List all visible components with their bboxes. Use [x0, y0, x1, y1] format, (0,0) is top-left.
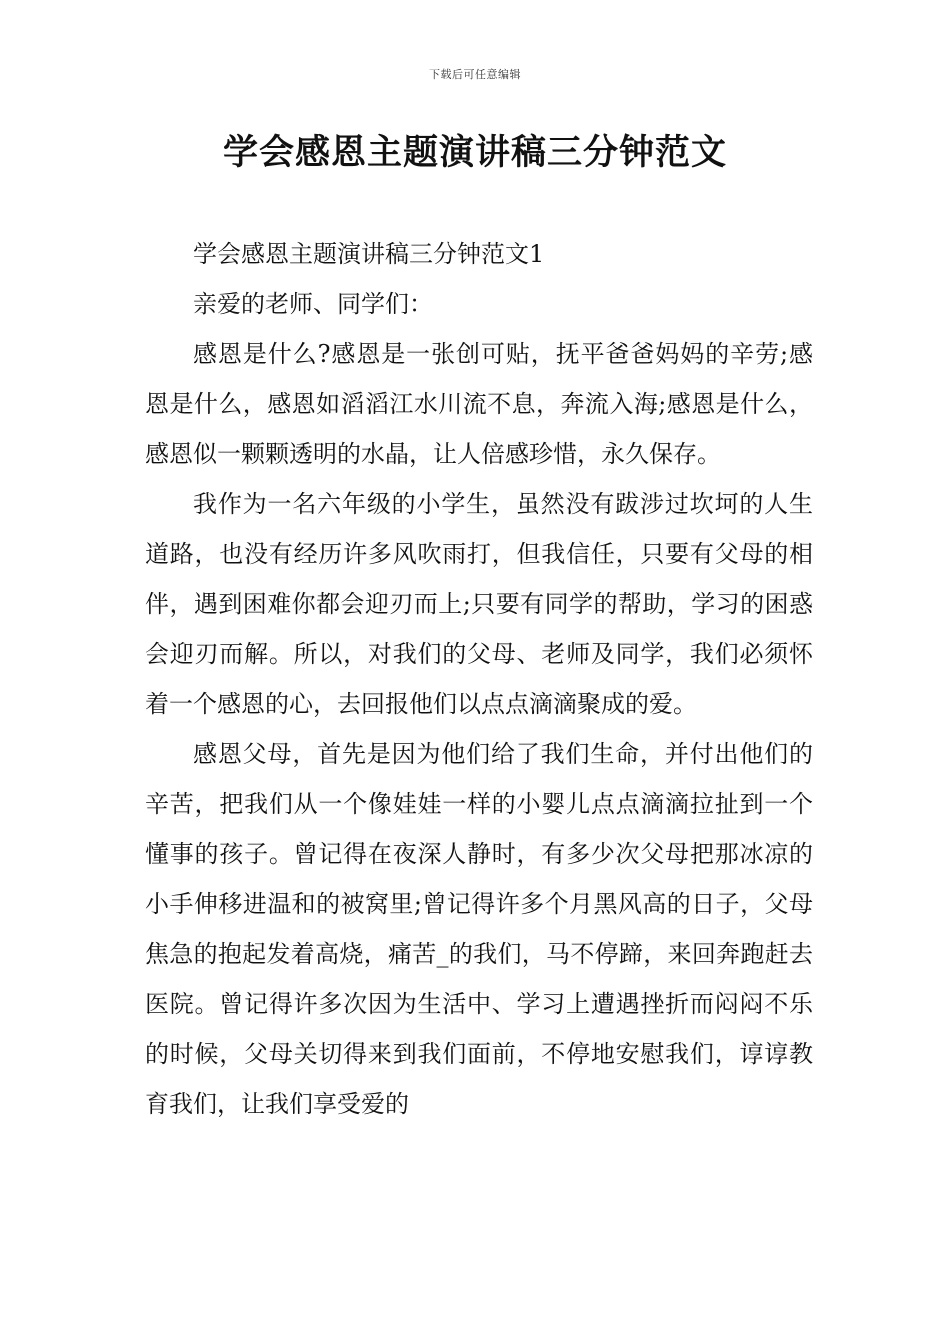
body-paragraph: 感恩父母，首先是因为他们给了我们生命，并付出他们的辛苦，把我们从一个像娃娃一样的小婴儿点点滴滴拉扯到一个懂事的孩子。曾记得在夜深人静时，有多少次父母把那冰凉的小手伸移进温和的被窝里;曾记得许多个月黑风高的日子，父母焦急的抱起发着高烧，痛苦_的我们，马不停蹄，来回奔跑赶去医院。曾记得许多次因为生活中、学习上遭遇挫折而闷闷不乐的时候，父母关切得来到我们面前，不停地安慰我们，谆谆教育我们，让我们享受爱的	[145, 740, 813, 1118]
salutation-paragraph: 亲爱的老师、同学们：	[193, 290, 433, 318]
document-title: 学会感恩主题演讲稿三分钟范文	[222, 133, 727, 173]
subtitle-paragraph: 学会感恩主题演讲稿三分钟范文1	[193, 240, 545, 268]
document-body	[145, 229, 813, 1129]
header-note: 下载后可任意编辑	[429, 68, 521, 81]
body-paragraph: 感恩是什么?感恩是一张创可贴，抚平爸爸妈妈的辛劳;感恩是什么，感恩如滔滔江水川流不息，奔流入海;感恩是什么，感恩似一颗颗透明的水晶，让人倍感珍惜，永久保存。	[145, 340, 813, 468]
body-paragraph: 我作为一名六年级的小学生，虽然没有跋涉过坎坷的人生道路，也没有经历许多风吹雨打，但我信任，只要有父母的相伴，遇到困难你都会迎刃而上;只要有同学的帮助，学习的困惑会迎刃而解。所以，对我们的父母、老师及同学，我们必须怀着一个感恩的心，去回报他们以点点滴滴聚成的爱。	[145, 490, 813, 718]
